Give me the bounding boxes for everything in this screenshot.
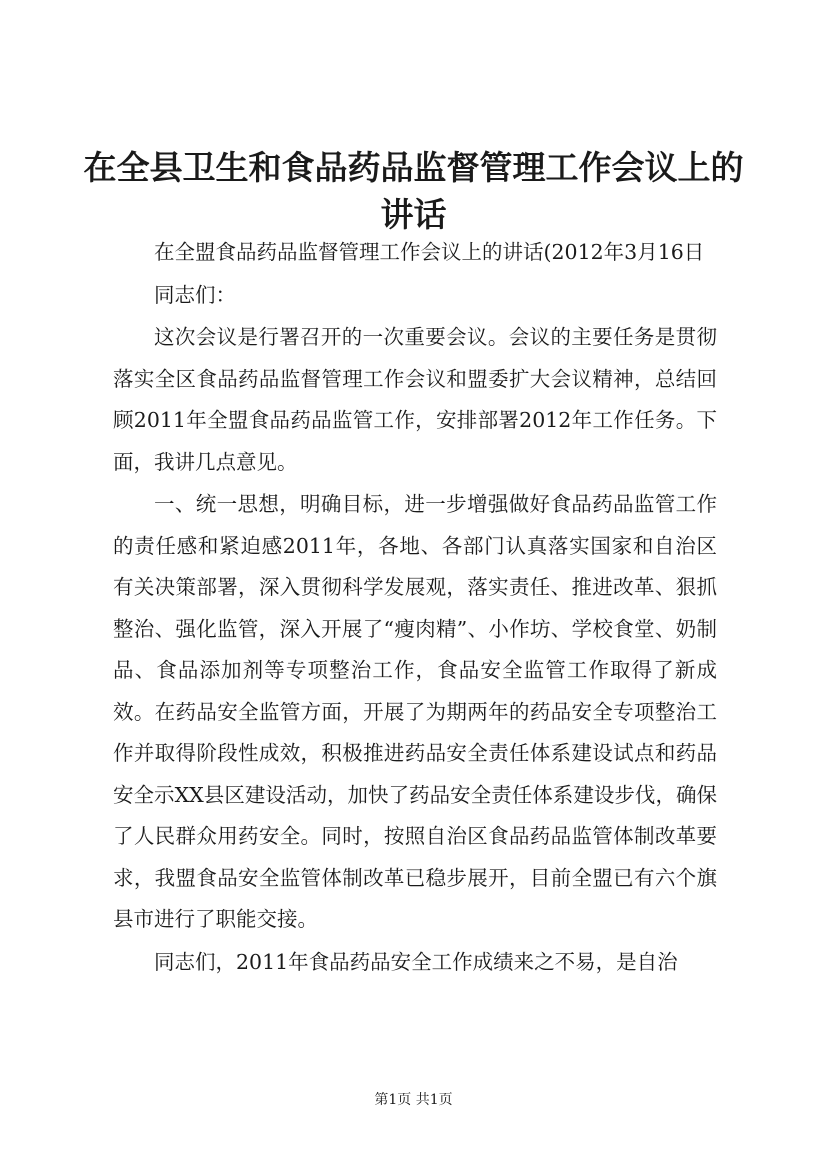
page-footer: 第1页 共1页 — [374, 1092, 453, 1108]
document-title-line-1: 在全县卫生和食品药品监督管理工作会议上的 — [83, 148, 744, 187]
paragraph-subtitle: 在全盟食品药品监督管理工作会议上的讲话(2012年3月16日 — [154, 240, 705, 264]
paragraph-section-one: 一、统一思想，明确目标，进一步增强做好食品药品监管工作的责任感和紧迫感2011年，各地、各部门认真落实国家和自治区有关决策部署，深入贯彻科学发展观，落实责任、推进改革、狠抓整治、强化监管，深入开展了“瘦肉精”、小作坊、学校食堂、奶制品、食品添加剂等专项整治工作，食品安全监管工作取得了新成效。在药品安全监管方面，开展了为期两年的药品安全专项整治工作并取得阶段性成效，积极推进药品安全责任体系建设试点和药品安全示XX县区建设活动，加快了药品安全责任体系建设步伐，确保了人民群众用药安全。同时，按照自治区食品药品监管体制改革要求，我盟食品安全监管体制改革已稳步展开，目前全盟已有六个旗县市进行了职能交接。 — [113, 492, 717, 931]
paragraph-salutation: 同志们： — [154, 282, 236, 307]
paragraph-intro: 这次会议是行署召开的一次重要会议。会议的主要任务是贯彻落实全区食品药品监督管理工作会议和盟委扩大会议精神，总结回顾2011年全盟食品药品监管工作，安排部署2012年工作任务。下面，我讲几点意见。 — [113, 325, 717, 474]
document-body — [113, 232, 717, 983]
paragraph-continuation: 同志们，2011年食品药品安全工作成绩来之不易，是自治 — [154, 949, 678, 974]
document-title-line-2: 讲话 — [380, 195, 447, 234]
